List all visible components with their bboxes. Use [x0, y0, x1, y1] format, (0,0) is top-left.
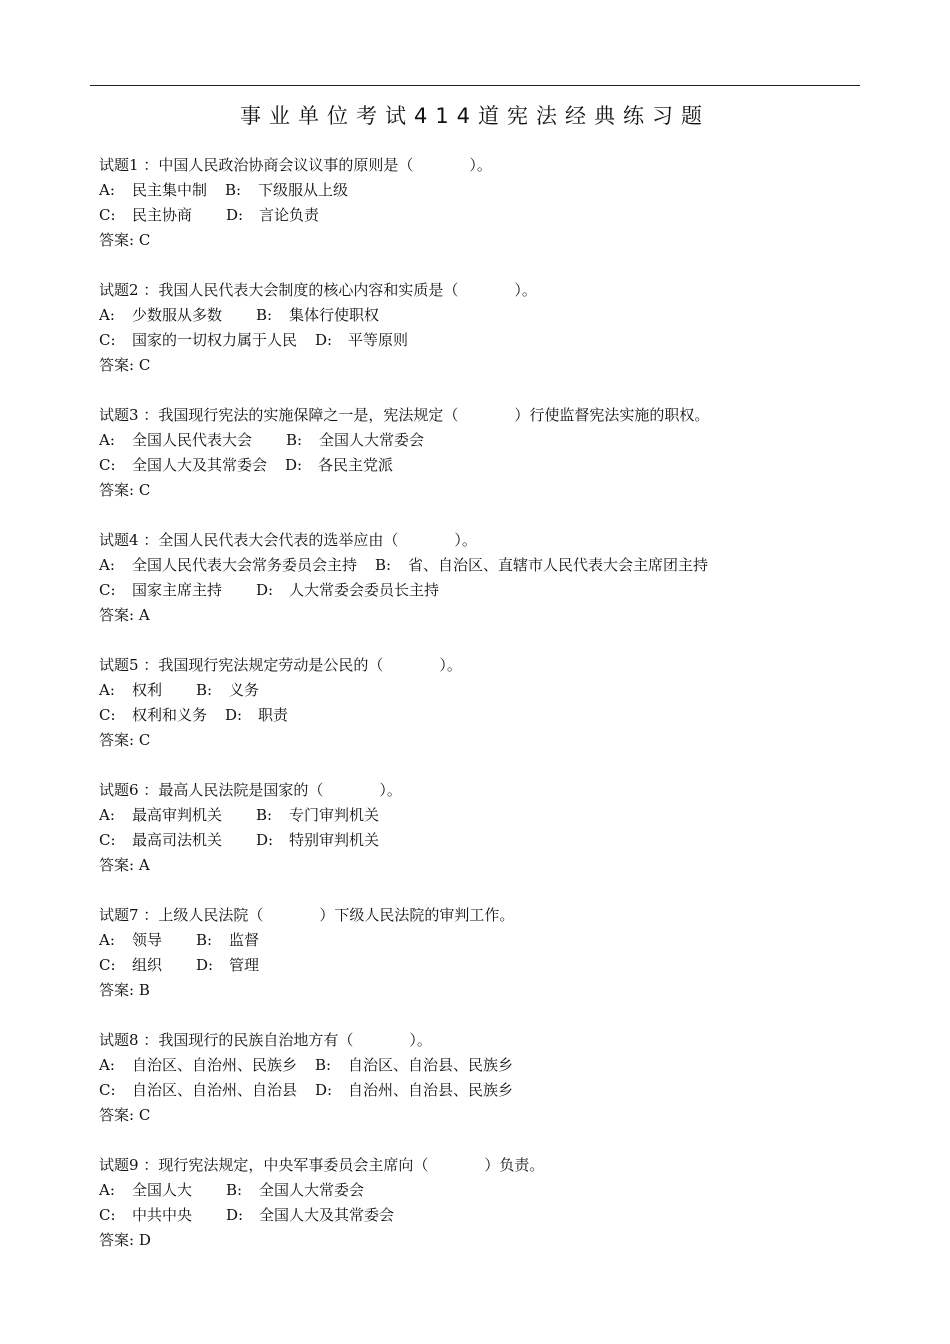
options-row-ab	[99, 428, 899, 453]
question-item	[99, 153, 899, 253]
question-text-before: 上级人民法院（	[158, 906, 264, 924]
option-a-key: A:	[99, 431, 115, 449]
option-b-key: B:	[256, 806, 273, 824]
question-label: 试题9 ：	[99, 1156, 159, 1174]
question-text-after: ）。	[469, 156, 492, 174]
option-d-key: D:	[315, 1081, 333, 1099]
options-row-ab	[99, 553, 899, 578]
option-a-key: A:	[99, 681, 115, 699]
option-d-text: 全国人大及其常委会	[259, 1206, 395, 1224]
option-b-text: 监督	[229, 931, 260, 949]
option-c-key: C:	[99, 206, 116, 224]
header-rule	[90, 85, 860, 86]
options-row-ab	[99, 1053, 899, 1078]
question-stem	[99, 903, 899, 928]
question-text-before: 最高人民法院是国家的（	[158, 781, 324, 799]
question-stem	[99, 1028, 899, 1053]
option-d-key: D:	[225, 706, 243, 724]
option-b-key: B:	[225, 181, 242, 199]
option-c-key: C:	[99, 1081, 116, 1099]
option-b-text: 自治区、自治县、民族乡	[348, 1056, 514, 1074]
option-a-text: 全国人民代表大会	[132, 431, 253, 449]
option-d-key: D:	[315, 331, 333, 349]
option-d-key: D:	[256, 831, 274, 849]
option-a-key: A:	[99, 556, 115, 574]
option-a-text: 少数服从多数	[132, 306, 223, 324]
option-b-text: 义务	[229, 681, 260, 699]
option-a-key: A:	[99, 806, 115, 824]
answer-line: 答案: B	[99, 981, 150, 999]
question-label: 试题6 ：	[99, 781, 159, 799]
option-d-key: D:	[256, 581, 274, 599]
options-row-cd	[99, 1078, 899, 1103]
option-d-text: 管理	[229, 956, 260, 974]
answer-line: 答案: C	[99, 731, 151, 749]
options-row-cd	[99, 953, 899, 978]
question-text-before: 现行宪法规定，中央军事委员会主席向（	[158, 1156, 429, 1174]
question-item	[99, 528, 899, 628]
answer-line: 答案: D	[99, 1231, 151, 1249]
options-row-cd	[99, 828, 899, 853]
option-a-text: 全国人大	[132, 1181, 193, 1199]
question-item	[99, 278, 899, 378]
question-label: 试题8 ：	[99, 1031, 159, 1049]
option-c-key: C:	[99, 456, 116, 474]
question-text-after: ）。	[409, 1031, 432, 1049]
document-title: 事业单位考试414道宪法经典练习题	[239, 104, 711, 128]
question-stem	[99, 278, 899, 303]
options-row-cd	[99, 703, 899, 728]
option-b-text: 全国人大常委会	[319, 431, 425, 449]
question-text-before: 中国人民政治协商会议议事的原则是（	[158, 156, 414, 174]
question-stem	[99, 1153, 899, 1178]
option-c-key: C:	[99, 706, 116, 724]
options-row-ab	[99, 678, 899, 703]
option-a-key: A:	[99, 1056, 115, 1074]
option-d-key: D:	[226, 1206, 244, 1224]
question-item	[99, 1153, 899, 1253]
option-b-text: 下级服从上级	[258, 181, 349, 199]
options-row-cd	[99, 453, 899, 478]
question-label: 试题5 ：	[99, 656, 159, 674]
question-label: 试题7 ：	[99, 906, 159, 924]
option-c-key: C:	[99, 331, 116, 349]
answer-line: 答案: A	[99, 606, 150, 624]
option-a-key: A:	[99, 931, 115, 949]
options-row-ab	[99, 1178, 899, 1203]
options-row-ab	[99, 178, 899, 203]
option-b-text: 省、自治区、直辖市人民代表大会主席团主持	[408, 556, 709, 574]
question-item	[99, 903, 899, 1003]
question-item	[99, 653, 899, 753]
question-text-after: ）行使监督宪法实施的职权。	[514, 406, 710, 424]
answer-line: 答案: A	[99, 856, 150, 874]
answer-line: 答案: C	[99, 1106, 151, 1124]
question-text-before: 我国现行的民族自治地方有（	[158, 1031, 354, 1049]
option-a-text: 领导	[132, 931, 163, 949]
question-text-after: ）。	[379, 781, 402, 799]
options-row-ab	[99, 803, 899, 828]
option-c-text: 组织	[132, 956, 163, 974]
option-d-text: 各民主党派	[318, 456, 394, 474]
option-b-key: B:	[226, 1181, 243, 1199]
option-d-text: 平等原则	[348, 331, 409, 349]
option-c-text: 民主协商	[132, 206, 193, 224]
option-d-key: D:	[226, 206, 244, 224]
option-a-key: A:	[99, 181, 115, 199]
option-d-key: D:	[285, 456, 303, 474]
options-row-cd	[99, 578, 899, 603]
options-row-ab	[99, 303, 899, 328]
option-b-key: B:	[196, 681, 213, 699]
option-b-key: B:	[315, 1056, 332, 1074]
question-item	[99, 778, 899, 878]
option-b-key: B:	[286, 431, 303, 449]
question-text-after: ）下级人民法院的审判工作。	[319, 906, 515, 924]
option-c-text: 最高司法机关	[132, 831, 223, 849]
option-c-text: 中共中央	[132, 1206, 193, 1224]
options-row-cd	[99, 203, 899, 228]
question-text-after: ）。	[454, 531, 477, 549]
answer-line: 答案: C	[99, 231, 151, 249]
question-label: 试题2 ：	[99, 281, 159, 299]
question-stem	[99, 153, 899, 178]
question-text-after: ）。	[439, 656, 462, 674]
question-label: 试题4 ：	[99, 531, 159, 549]
option-c-text: 国家的一切权力属于人民	[132, 331, 298, 349]
options-row-cd	[99, 1203, 899, 1228]
options-row-cd	[99, 328, 899, 353]
option-c-key: C:	[99, 956, 116, 974]
options-row-ab	[99, 928, 899, 953]
question-text-before: 我国现行宪法规定劳动是公民的（	[158, 656, 384, 674]
answer-line: 答案: C	[99, 356, 151, 374]
option-a-text: 民主集中制	[132, 181, 208, 199]
question-stem	[99, 528, 899, 553]
option-d-text: 特别审判机关	[289, 831, 380, 849]
question-text-before: 我国现行宪法的实施保障之一是，宪法规定（	[158, 406, 459, 424]
option-a-text: 全国人民代表大会常务委员会主持	[132, 556, 358, 574]
question-item	[99, 1028, 899, 1128]
option-c-text: 自治区、自治州、自治县	[132, 1081, 298, 1099]
question-list	[99, 153, 899, 1278]
option-a-text: 自治区、自治州、民族乡	[132, 1056, 298, 1074]
option-c-key: C:	[99, 831, 116, 849]
question-stem	[99, 778, 899, 803]
option-b-key: B:	[196, 931, 213, 949]
option-a-text: 最高审判机关	[132, 806, 223, 824]
option-d-text: 人大常委会委员长主持	[289, 581, 440, 599]
question-stem	[99, 653, 899, 678]
option-c-text: 国家主席主持	[132, 581, 223, 599]
option-a-key: A:	[99, 306, 115, 324]
option-d-text: 自治州、自治县、民族乡	[348, 1081, 514, 1099]
option-d-text: 职责	[258, 706, 289, 724]
option-a-text: 权利	[132, 681, 163, 699]
question-stem	[99, 403, 899, 428]
option-c-key: C:	[99, 581, 116, 599]
option-b-key: B:	[375, 556, 392, 574]
option-b-text: 全国人大常委会	[259, 1181, 365, 1199]
answer-line: 答案: C	[99, 481, 151, 499]
question-label: 试题1 ：	[99, 156, 159, 174]
question-label: 试题3 ：	[99, 406, 159, 424]
option-b-key: B:	[256, 306, 273, 324]
question-item	[99, 403, 899, 503]
option-d-text: 言论负责	[259, 206, 320, 224]
option-a-key: A:	[99, 1181, 115, 1199]
question-text-after: ）。	[514, 281, 537, 299]
option-d-key: D:	[196, 956, 214, 974]
question-text-after: ）负责。	[484, 1156, 545, 1174]
option-c-text: 全国人大及其常委会	[132, 456, 268, 474]
option-b-text: 专门审判机关	[289, 806, 380, 824]
question-text-before: 全国人民代表大会代表的选举应由（	[158, 531, 399, 549]
question-text-before: 我国人民代表大会制度的核心内容和实质是（	[158, 281, 459, 299]
option-c-key: C:	[99, 1206, 116, 1224]
option-b-text: 集体行使职权	[289, 306, 380, 324]
option-c-text: 权利和义务	[132, 706, 208, 724]
